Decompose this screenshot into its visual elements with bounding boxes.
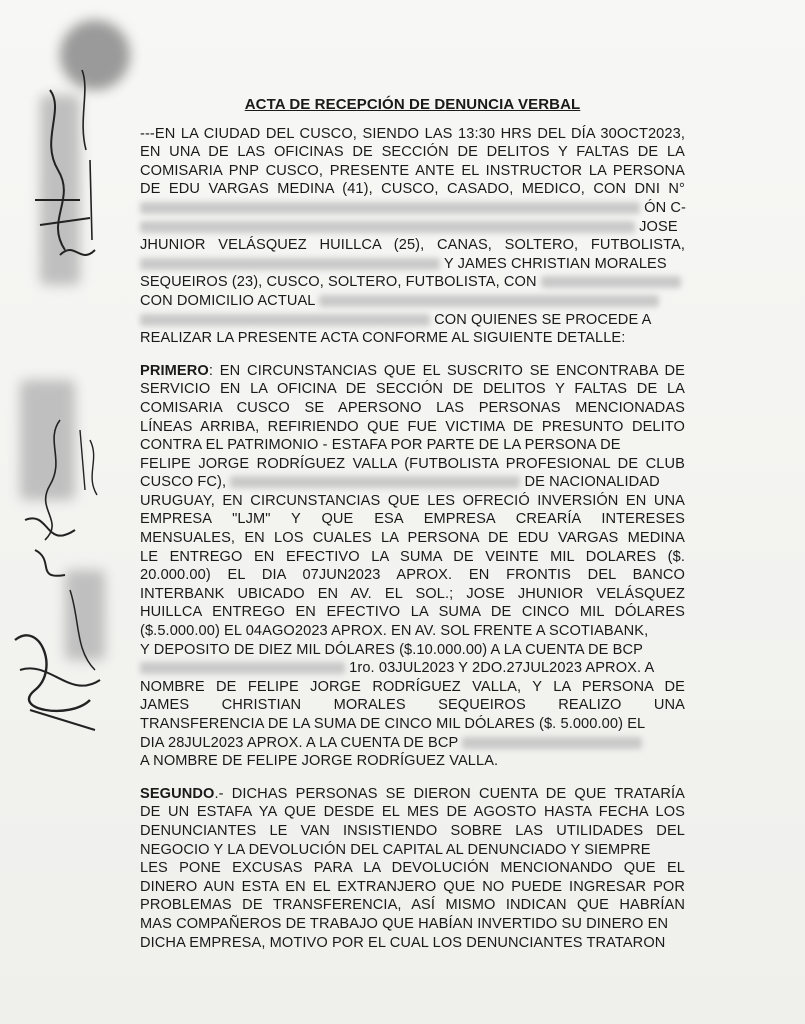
- text-line: ($.5.000.00) EL 04AGO2023 APROX. EN AV. SOL FRENTE A SCOTIABANK,: [140, 623, 649, 640]
- signature-1-icon: [20, 50, 110, 280]
- redacted-text: [230, 476, 520, 488]
- text-line: NEGOCIO Y LA DEVOLUCIÓN DEL CAPITAL AL DENUNCIADO Y SIEMPRE: [140, 841, 651, 858]
- text-line: JAMES CHRISTIAN MORALES SEQUEIROS REALIZO UNA: [140, 697, 685, 714]
- text-line: PROBLEMAS DE TRANSFERENCIA, ASÍ MISMO INDICAN QUE HABRÍAN: [140, 897, 685, 914]
- text-line: CONTRA EL PATRIMONIO - ESTAFA POR PARTE DE LA PERSONA DE: [140, 437, 621, 454]
- text-fragment: DE NACIONALIDAD: [524, 474, 660, 491]
- signature-3-icon: [0, 580, 120, 760]
- left-margin-signatures: [0, 0, 125, 1024]
- text-line: URUGUAY, EN CIRCUNSTANCIAS QUE LES OFRECIÓ INVERSIÓN EN UNA: [140, 492, 685, 509]
- signature-2-icon: [5, 400, 115, 600]
- text-line: [140, 785, 685, 804]
- text-line: [140, 362, 685, 381]
- text-line: INTERBANK UBICADO EN AV. EL SOL.; JOSE JHUNIOR VELÁSQUEZ: [140, 585, 685, 602]
- section-label: SEGUNDO: [140, 785, 215, 802]
- section-label: PRIMERO: [140, 362, 209, 379]
- text-line: LE ENTREGO EN EFECTIVO LA SUMA DE VEINTE MIL DOLARES ($.: [140, 548, 685, 565]
- document-title: ACTA DE RECEPCIÓN DE DENUNCIA VERBAL: [244, 96, 581, 113]
- redacted-text: [319, 295, 659, 307]
- text-line: [140, 273, 685, 292]
- text-fragment: CON DOMICILIO ACTUAL: [140, 292, 315, 309]
- text-line: A NOMBRE DE FELIPE JORGE RODRÍGUEZ VALLA.: [140, 753, 499, 770]
- text-line: DINERO AUN ESTA EN EL EXTRANJERO QUE NO PUEDE INGRESAR POR: [140, 878, 685, 895]
- redacted-text: [140, 202, 640, 214]
- text-line: [140, 218, 685, 237]
- text-fragment: DIA 28JUL2023 APROX. A LA CUENTA DE BCP: [140, 734, 459, 751]
- segundo-paragraph: [140, 785, 685, 952]
- text-fragment: SEQUEIROS (23), CUSCO, SOLTERO, FUTBOLISTA, CON: [140, 274, 537, 291]
- text-line: 20.000.00) EL DIA 07JUN2023 APROX. EN FRONTIS DEL BANCO: [140, 567, 685, 584]
- redacted-text: [140, 662, 345, 674]
- text-line: MAS COMPAÑEROS DE TRABAJO QUE HABÍAN INVERTIDO SU DINERO EN: [140, 915, 669, 932]
- text-line: NOMBRE DE FELIPE JORGE RODRÍGUEZ VALLA, Y LA PERSONA DE: [140, 678, 685, 695]
- text-line: TRANSFERENCIA DE LA SUMA DE CINCO MIL DÓLARES ($. 5.000.00) EL: [140, 716, 646, 732]
- text-line: [140, 659, 685, 678]
- text-line: SERVICIO EN LA OFICINA DE SECCIÓN DE DELITOS Y FALTAS DE LA: [140, 381, 685, 398]
- intro-paragraph: [140, 125, 685, 348]
- text-fragment: : EN CIRCUNSTANCIAS QUE EL SUSCRITO SE ENCONTRABA DE: [208, 362, 685, 379]
- text-line: ---EN LA CIUDAD DEL CUSCO, SIENDO LAS 13:30 HRS DEL DÍA 30OCT2023,: [140, 125, 685, 142]
- text-line: JHUNIOR VELÁSQUEZ HUILLCA (25), CANAS, SOLTERO, FUTBOLISTA,: [140, 237, 685, 254]
- text-line: DE UN ESTAFA YA QUE DESDE EL MES DE AGOSTO HASTA FECHA LOS: [140, 804, 685, 821]
- text-line: LÍNEAS ARRIBA, REFIRIENDO QUE FUE VICTIMA DE PRESUNTO DELITO: [140, 418, 685, 435]
- text-fragment: ÓN C-: [644, 199, 687, 216]
- text-line: DE EDU VARGAS MEDINA (41), CUSCO, CASADO, MEDICO, CON DNI N°: [140, 181, 685, 198]
- text-line: EN UNA DE LAS OFICINAS DE SECCIÓN DE DELITOS Y FALTAS DE LA: [140, 144, 685, 161]
- text-fragment: 1ro. 03JUL2023 Y 2DO.27JUL2023 APROX. A: [349, 660, 655, 677]
- redacted-text: [140, 314, 430, 326]
- document-body: [140, 96, 685, 966]
- text-line: REALIZAR LA PRESENTE ACTA CONFORME AL SIGUIENTE DETALLE:: [140, 330, 626, 347]
- redacted-text: [140, 258, 440, 270]
- text-line: [140, 734, 685, 753]
- text-line: COMISARIA CUSCO SE APERSONO LAS PERSONAS MENCIONADAS: [140, 399, 685, 416]
- text-line: EMPRESA "LJM" Y QUE ESA EMPRESA CREARÍA INTERESES: [140, 511, 685, 528]
- text-line: DICHA EMPRESA, MOTIVO POR EL CUAL LOS DENUNCIANTES TRATARON: [140, 934, 666, 951]
- text-line: [140, 255, 685, 274]
- primero-paragraph: [140, 362, 685, 771]
- text-line: DENUNCIANTES LE VAN INSISTIENDO SOBRE LAS UTILIDADES DEL: [140, 822, 685, 839]
- text-line: LES PONE EXCUSAS PARA LA DEVOLUCIÓN MENCIONANDO QUE EL: [140, 860, 685, 877]
- text-line: HUILLCA ENTREGO EN EFECTIVO LA SUMA DE CINCO MIL DÓLARES: [140, 604, 685, 621]
- text-fragment: CUSCO FC),: [140, 474, 227, 491]
- text-line: FELIPE JORGE RODRÍGUEZ VALLA (FUTBOLISTA PROFESIONAL DE CLUB: [140, 455, 685, 472]
- redacted-text: [462, 737, 642, 749]
- text-line: MENSUALES, EN LOS CUALES LA PERSONA DE EDU VARGAS MEDINA: [140, 530, 685, 547]
- text-line: COMISARIA PNP CUSCO, PRESENTE ANTE EL INSTRUCTOR LA PERSONA: [140, 162, 685, 179]
- text-line: [140, 292, 685, 311]
- redacted-text: [140, 221, 635, 233]
- text-line: [140, 311, 685, 330]
- text-fragment: .- DICHAS PERSONAS SE DIERON CUENTA DE QUE TRATARÍA: [214, 785, 685, 802]
- text-line: Y DEPOSITO DE DIEZ MIL DÓLARES ($.10.000.00) A LA CUENTA DE BCP: [140, 641, 643, 658]
- redacted-text: [541, 276, 681, 288]
- text-line: [140, 199, 685, 218]
- text-fragment: CON QUIENES SE PROCEDE A: [434, 311, 652, 328]
- text-fragment: Y JAMES CHRISTIAN MORALES: [443, 255, 667, 272]
- text-line: [140, 473, 685, 492]
- text-fragment: JOSE: [639, 218, 678, 235]
